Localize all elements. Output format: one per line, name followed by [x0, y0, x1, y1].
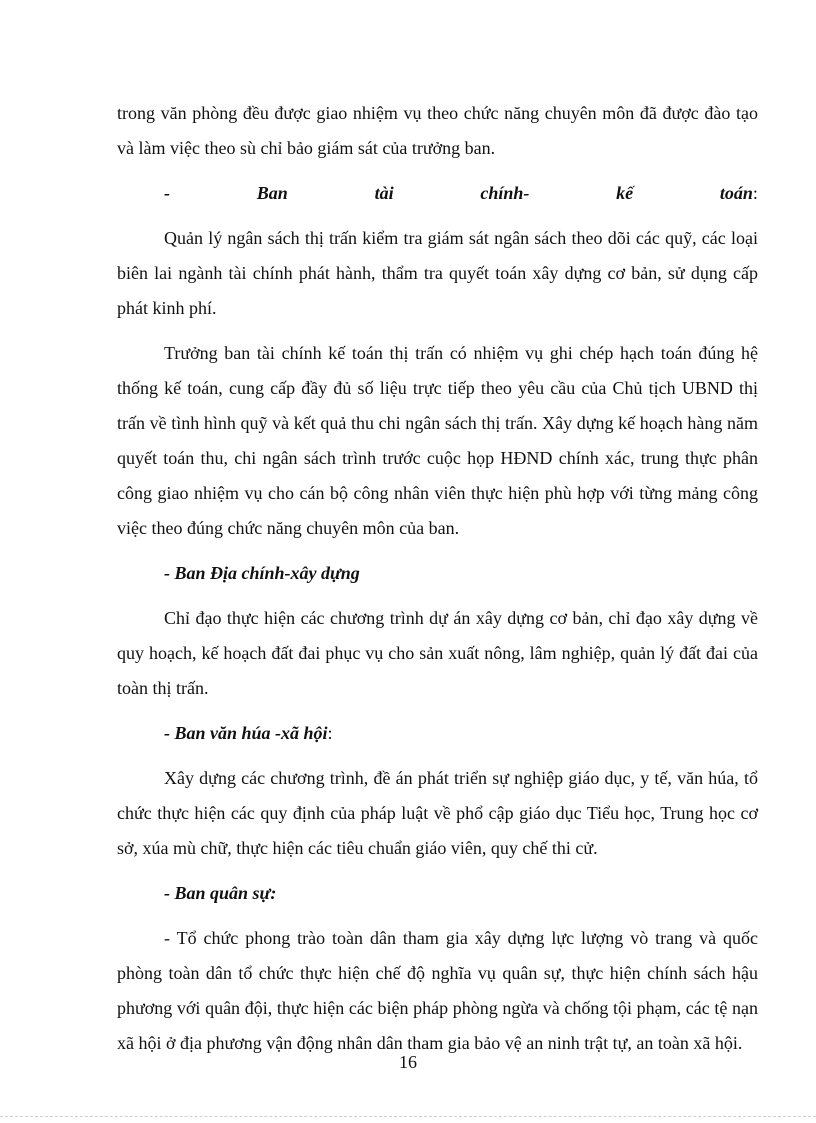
heading-finance-word-5	[720, 176, 758, 211]
heading-culture-text: - Ban văn húa -xã hội	[164, 723, 328, 743]
heading-finance-word-5-text: toán	[719, 183, 753, 203]
heading-culture-colon: :	[327, 723, 333, 743]
heading-finance-dash: -	[164, 183, 170, 203]
heading-finance-word-4: kế	[616, 183, 634, 203]
heading-military: - Ban quân sự:	[164, 883, 277, 903]
heading-land: - Ban Địa chính-xây dựng	[164, 563, 360, 583]
heading-culture	[117, 716, 758, 751]
paragraph-finance-1: Quản lý ngân sách thị trấn kiểm tra giám sát ngân sách theo dõi các quỹ, các loại biên lai ngành tài chính phát hành, thẩm tra quyết toán xây dựng cơ bản, sử dụng cấp phát kinh phí.	[117, 228, 758, 318]
heading-finance-word-1: Ban	[256, 183, 288, 203]
paragraph-land: Chỉ đạo thực hiện các chương trình dự án xây dựng cơ bản, chỉ đạo xây dựng về quy hoạch, kế hoạch đất đai phục vụ cho sản xuất nông, lâm nghiệp, quản lý đất đai của toàn thị trấn.	[117, 608, 758, 698]
paragraph-culture: Xây dựng các chương trình, đề án phát triển sự nghiệp giáo dục, y tế, văn húa, tổ chức thực hiện các quy định của pháp luật về phổ cập giáo dục Tiểu học, Trung học cơ sở, xúa mù chữ, thực hiện các tiêu chuẩn giáo viên, quy chế thi cử.	[117, 768, 758, 858]
page-number: 16	[399, 1052, 417, 1072]
heading-finance	[117, 176, 758, 211]
document-body	[117, 96, 758, 1061]
heading-finance-colon: :	[752, 183, 758, 203]
heading-finance-word-3: chính-	[480, 183, 530, 203]
paragraph-military: - Tổ chức phong trào toàn dân tham gia xây dựng lực lượng vò trang và quốc phòng toàn dân tổ chức thực hiện chế độ nghĩa vụ quân sự, thực hiện chính sách hậu phương với quân đội, thực hiện các biện pháp phòng ngừa và chống tội phạm, các tệ nạn xã hội ở địa phương vận động nhân dân tham gia bảo vệ an ninh trật tự, an toàn xã hội.	[117, 928, 758, 1053]
page-footer-divider	[0, 1116, 816, 1117]
heading-finance-word-2: tài	[374, 183, 394, 203]
paragraph-intro: trong văn phòng đều được giao nhiệm vụ theo chức năng chuyên môn đã được đào tạo và làm việc theo sù chỉ bảo giám sát của trưởng ban.	[117, 103, 758, 158]
paragraph-finance-2: Trưởng ban tài chính kế toán thị trấn có nhiệm vụ ghi chép hạch toán đúng hệ thống kế toán, cung cấp đầy đủ số liệu trực tiếp theo yêu cầu của Chủ tịch UBND thị trấn về tình hình quỹ và kết quả thu chi ngân sách thị trấn. Xây dựng kế hoạch hàng năm quyết toán thu, chi ngân sách trình trước cuộc họp HĐND chính xác, trung thực phân công giao nhiệm vụ cho cán bộ công nhân viên thực hiện phù hợp với từng mảng công việc theo đúng chức năng chuyên môn của ban.	[117, 343, 758, 538]
